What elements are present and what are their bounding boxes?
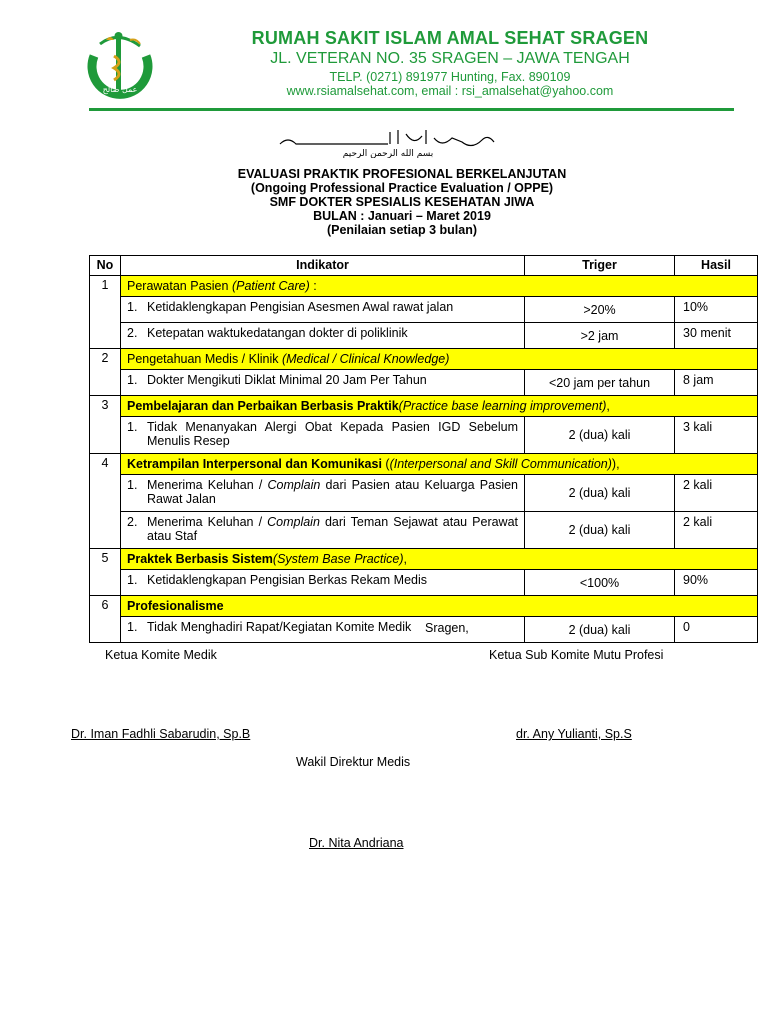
basmala-text: بسم الله الرحمن الرحيم	[342, 149, 434, 158]
category-label	[121, 396, 758, 417]
triger-cell: >20%	[525, 297, 675, 323]
indicator-cell	[121, 475, 525, 512]
category-label	[121, 349, 758, 370]
basmala-calligraphy	[268, 122, 508, 158]
right-signatory-role: Ketua Sub Komite Mutu Profesi	[489, 648, 664, 662]
indicator-text: Ketidaklengkapan Pengisian Asesmen Awal rawat jalan	[147, 300, 454, 314]
group-number: 2	[90, 349, 121, 396]
category-row	[90, 454, 758, 475]
item-number: 1.	[127, 620, 138, 634]
category-name-en: (Patient Care)	[231, 279, 310, 293]
item-number: 1.	[127, 300, 138, 314]
category-name: Perawatan Pasien	[127, 279, 229, 293]
item-number: 2.	[127, 515, 138, 529]
category-suffix: ,	[606, 399, 610, 413]
category-row	[90, 596, 758, 617]
triger-cell: 2 (dua) kali	[525, 617, 675, 643]
category-suffix: ,	[616, 457, 620, 471]
group-number: 5	[90, 549, 121, 596]
title-line-3: SMF DOKTER SPESIALIS KESEHATAN JIWA	[269, 195, 535, 209]
indicator-text: Tidak Menghadiri Rapat/Kegiatan Komite Medik	[147, 620, 412, 634]
indicator-text: Ketepatan waktukedatangan dokter di poliklinik	[147, 326, 408, 340]
col-header-hasil: Hasil	[675, 256, 758, 276]
indicator-cell	[121, 297, 525, 323]
table-row	[90, 475, 758, 512]
group-number: 3	[90, 396, 121, 454]
item-number: 1.	[127, 478, 138, 492]
title-line-2: (Ongoing Professional Practice Evaluation / OPPE)	[250, 181, 554, 195]
category-row	[90, 349, 758, 370]
title-line-5: (Penilaian setiap 3 bulan)	[326, 223, 478, 237]
title-line-4: BULAN : Januari – Maret 2019	[313, 209, 491, 223]
table-row	[90, 370, 758, 396]
logo-text: عمل صالح	[102, 85, 138, 94]
table-row	[90, 323, 758, 349]
indicator-text-a: Menerima Keluhan /	[147, 478, 268, 492]
triger-cell: <20 jam per tahun	[525, 370, 675, 396]
table-row	[90, 570, 758, 596]
indicator-text: Tidak Menanyakan Alergi Obat Kepada Pasien IGD Sebelum Menulis Resep	[147, 420, 518, 448]
hospital-web-email: www.rsiamalsehat.com, email : rsi_amalsehat@yahoo.com	[286, 84, 614, 98]
item-number: 1.	[127, 373, 138, 387]
item-number: 1.	[127, 420, 138, 434]
category-label	[121, 276, 758, 297]
triger-cell: <100%	[525, 570, 675, 596]
hasil-cell: 90%	[675, 570, 758, 596]
hasil-cell: 30 menit	[675, 323, 758, 349]
indicator-text	[147, 478, 518, 506]
indicator-text-em: Complain	[267, 515, 320, 529]
category-name: Ketrampilan Interpersonal dan Komunikasi	[127, 457, 382, 471]
hospital-logo	[80, 26, 160, 106]
category-label	[121, 549, 758, 570]
hasil-cell: 8 jam	[675, 370, 758, 396]
indicator-cell	[121, 417, 525, 454]
triger-cell: 2 (dua) kali	[525, 512, 675, 549]
oppe-table	[89, 255, 758, 643]
triger-cell: >2 jam	[525, 323, 675, 349]
table-row	[90, 512, 758, 549]
indicator-text	[147, 515, 518, 543]
title-line-1: EVALUASI PRAKTIK PROFESIONAL BERKELANJUTAN	[237, 167, 567, 181]
item-number: 2.	[127, 326, 138, 340]
category-suffix: ,	[403, 552, 407, 566]
hasil-cell: 10%	[675, 297, 758, 323]
category-name-en: (Medical / Clinical Knowledge)	[281, 352, 450, 366]
hospital-address: JL. VETERAN NO. 35 SRAGEN – JAWA TENGAH	[270, 50, 630, 67]
category-name: Pengetahuan Medis / Klinik	[127, 352, 279, 366]
hospital-name: RUMAH SAKIT ISLAM AMAL SEHAT SRAGEN	[251, 28, 649, 48]
indicator-text-a: Menerima Keluhan /	[147, 515, 268, 529]
indicator-cell	[121, 570, 525, 596]
category-name-en: (Practice base learning improvement)	[398, 399, 607, 413]
col-header-indikator: Indikator	[121, 256, 525, 276]
group-number: 6	[90, 596, 121, 643]
col-header-no: No	[90, 256, 121, 276]
col-header-triger: Triger	[525, 256, 675, 276]
triger-cell: 2 (dua) kali	[525, 417, 675, 454]
hasil-cell: 2 kali	[675, 512, 758, 549]
indicator-text-b: dari Pasien atau Keluarga Pasien Rawat Jalan	[147, 478, 518, 506]
indicator-cell	[121, 370, 525, 396]
header-divider	[89, 108, 734, 111]
hospital-phone: TELP. (0271) 891977 Hunting, Fax. 890109	[329, 70, 571, 84]
category-name-en: (Interpersonal and Skill Communication)	[389, 457, 612, 471]
right-signatory-name: dr. Any Yulianti, Sp.S	[516, 727, 632, 741]
category-name: Pembelajaran dan Perbaikan Berbasis Praktik	[127, 399, 399, 413]
indicator-text-b: dari Teman Sejawat atau Perawat atau Staf	[147, 515, 519, 543]
left-signatory-name: Dr. Iman Fadhli Sabarudin, Sp.B	[71, 727, 251, 741]
category-row	[90, 549, 758, 570]
group-number: 1	[90, 276, 121, 349]
triger-cell: 2 (dua) kali	[525, 475, 675, 512]
signature-place: Sragen,	[425, 621, 469, 635]
table-row	[90, 617, 758, 643]
table-row	[90, 417, 758, 454]
category-name-en: (System Base Practice)	[272, 552, 404, 566]
indicator-cell	[121, 323, 525, 349]
indicator-cell	[121, 512, 525, 549]
group-number: 4	[90, 454, 121, 549]
category-label: Ketrampilan Interpersonal dan Komunikasi ((Interpersonal and Skill Communication)),	[121, 454, 758, 475]
table-header-row	[90, 256, 758, 276]
indicator-text-em: Complain	[267, 478, 321, 492]
category-row	[90, 276, 758, 297]
category-name: Praktek Berbasis Sistem	[127, 552, 273, 566]
center-signatory-name: Dr. Nita Andriana	[309, 836, 404, 850]
category-suffix: :	[309, 279, 317, 293]
center-signatory-role: Wakil Direktur Medis	[296, 755, 411, 769]
category-row	[90, 396, 758, 417]
table-row	[90, 297, 758, 323]
hasil-cell: 2 kali	[675, 475, 758, 512]
indicator-text: Dokter Mengikuti Diklat Minimal 20 Jam Per Tahun	[147, 373, 427, 387]
indicator-text: Ketidaklengkapan Pengisian Berkas Rekam Medis	[147, 573, 428, 587]
hasil-cell: 3 kali	[675, 417, 758, 454]
hasil-cell: 0	[675, 617, 758, 643]
left-signatory-role: Ketua Komite Medik	[105, 648, 217, 662]
category-label	[121, 596, 758, 617]
item-number: 1.	[127, 573, 138, 587]
category-name: Profesionalisme	[127, 599, 224, 613]
